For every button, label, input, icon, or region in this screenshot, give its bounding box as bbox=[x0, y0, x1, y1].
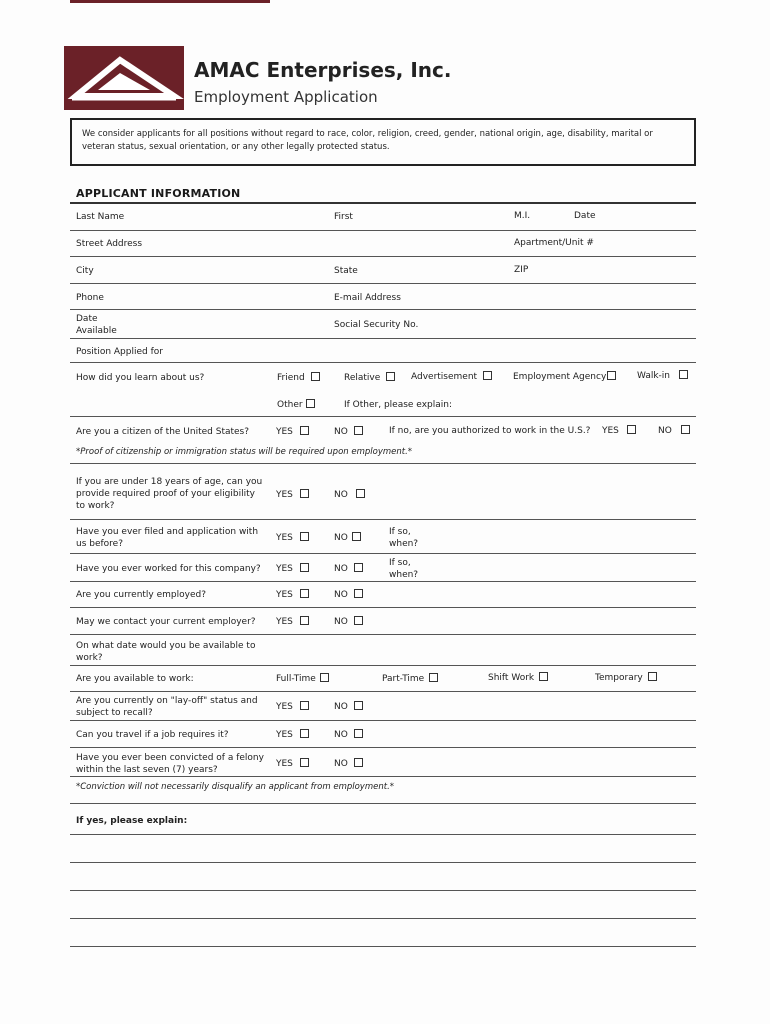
company-name: AMAC Enterprises, Inc. bbox=[194, 58, 452, 82]
relative-label: Relative bbox=[344, 373, 381, 383]
city-field[interactable] bbox=[70, 283, 696, 284]
filed-before-question: Have you ever filed and application with us before? bbox=[76, 527, 259, 549]
first-name-label: First bbox=[334, 212, 353, 222]
filed-when-label: when? bbox=[389, 539, 419, 549]
position-field[interactable] bbox=[70, 362, 696, 363]
worked-before-question: Have you ever worked for this company? bbox=[76, 564, 261, 574]
fulltime-checkbox[interactable] bbox=[320, 673, 329, 682]
worked-if-so-label: If so, bbox=[389, 558, 411, 568]
apartment-label: Apartment/Unit # bbox=[514, 238, 594, 248]
worked-when-label: when? bbox=[389, 570, 419, 580]
explain-line-5[interactable] bbox=[70, 946, 696, 947]
explain-line-1[interactable] bbox=[70, 834, 696, 835]
employed-yes-checkbox[interactable] bbox=[300, 589, 309, 598]
row-divider bbox=[70, 803, 696, 804]
available-for-question: Are you available to work: bbox=[76, 674, 194, 684]
row-divider bbox=[70, 720, 696, 721]
agency-checkbox[interactable] bbox=[607, 371, 616, 380]
filed-yes-checkbox[interactable] bbox=[300, 532, 309, 541]
felony-yes-label: YES bbox=[276, 759, 293, 769]
under18-no-checkbox[interactable] bbox=[356, 489, 365, 498]
temporary-label: Temporary bbox=[595, 673, 643, 683]
temporary-checkbox[interactable] bbox=[648, 672, 657, 681]
shiftwork-checkbox[interactable] bbox=[539, 672, 548, 681]
filed-no-label: NO bbox=[334, 533, 348, 543]
felony-no-checkbox[interactable] bbox=[354, 758, 363, 767]
layoff-yes-checkbox[interactable] bbox=[300, 701, 309, 710]
authorized-yes-checkbox[interactable] bbox=[627, 425, 636, 434]
worked-yes-label: YES bbox=[276, 564, 293, 574]
agency-label: Employment Agency bbox=[513, 372, 607, 382]
form-title: Employment Application bbox=[194, 88, 378, 106]
top-accent-bar bbox=[70, 0, 270, 3]
available-date-field[interactable] bbox=[70, 665, 696, 666]
authorized-no-label: NO bbox=[658, 426, 672, 436]
citizen-question: Are you a citizen of the United States? bbox=[76, 427, 250, 437]
equal-opportunity-notice: We consider applicants for all positions without regard to race, color, religion, creed, gender, national origin, age, disability, marital or veteran status, sexual orientation, or any other legally protected status. bbox=[70, 118, 696, 166]
row-divider bbox=[70, 634, 696, 635]
date-available-label: Date bbox=[76, 314, 98, 324]
other-explain-field[interactable] bbox=[70, 416, 696, 417]
worked-yes-checkbox[interactable] bbox=[300, 563, 309, 572]
phone-field[interactable] bbox=[70, 309, 696, 310]
other-label: Other bbox=[277, 400, 303, 410]
filed-no-checkbox[interactable] bbox=[352, 532, 361, 541]
phone-label: Phone bbox=[76, 293, 104, 303]
worked-no-checkbox[interactable] bbox=[354, 563, 363, 572]
layoff-no-label: NO bbox=[334, 702, 348, 712]
last-name-label: Last Name bbox=[76, 212, 125, 222]
filed-yes-label: YES bbox=[276, 533, 293, 543]
citizen-no-checkbox[interactable] bbox=[354, 426, 363, 435]
learn-question: How did you learn about us? bbox=[76, 373, 205, 383]
worked-when-field[interactable] bbox=[70, 581, 696, 582]
under18-no-label: NO bbox=[334, 490, 348, 500]
shiftwork-label: Shift Work bbox=[488, 673, 535, 683]
authorized-question: If no, are you authorized to work in the U.S.? bbox=[389, 426, 591, 436]
travel-yes-checkbox[interactable] bbox=[300, 729, 309, 738]
travel-yes-label: YES bbox=[276, 730, 293, 740]
relative-checkbox[interactable] bbox=[386, 372, 395, 381]
explain-line-4[interactable] bbox=[70, 918, 696, 919]
travel-no-checkbox[interactable] bbox=[354, 729, 363, 738]
filed-when-field[interactable] bbox=[70, 553, 696, 554]
available-date-question: On what date would you be available to work? bbox=[76, 641, 256, 663]
employed-yes-label: YES bbox=[276, 590, 293, 600]
parttime-checkbox[interactable] bbox=[429, 673, 438, 682]
fulltime-label: Full-Time bbox=[276, 674, 316, 684]
explain-label: If yes, please explain: bbox=[76, 816, 188, 826]
employed-question: Are you currently employed? bbox=[76, 590, 206, 600]
row-divider bbox=[70, 607, 696, 608]
travel-question: Can you travel if a job requires it? bbox=[76, 730, 229, 740]
friend-label: Friend bbox=[277, 373, 305, 383]
under18-yes-label: YES bbox=[276, 490, 293, 500]
felony-no-label: NO bbox=[334, 759, 348, 769]
other-checkbox[interactable] bbox=[306, 399, 315, 408]
zip-label: ZIP bbox=[514, 265, 529, 275]
section-divider bbox=[70, 202, 696, 204]
authorized-no-checkbox[interactable] bbox=[681, 425, 690, 434]
layoff-yes-label: YES bbox=[276, 702, 293, 712]
roof-logo-icon bbox=[64, 46, 184, 110]
contact-employer-question: May we contact your current employer? bbox=[76, 617, 256, 627]
row-divider bbox=[70, 519, 696, 520]
row-divider bbox=[70, 463, 696, 464]
friend-checkbox[interactable] bbox=[311, 372, 320, 381]
city-label: City bbox=[76, 266, 94, 276]
felony-question: Have you ever been convicted of a felony within the last seven (7) years? bbox=[76, 753, 264, 775]
walkin-checkbox[interactable] bbox=[679, 370, 688, 379]
under18-yes-checkbox[interactable] bbox=[300, 489, 309, 498]
street-address-label: Street Address bbox=[76, 239, 143, 249]
ssn-label: Social Security No. bbox=[334, 320, 419, 330]
employed-no-checkbox[interactable] bbox=[354, 589, 363, 598]
company-logo bbox=[64, 46, 184, 110]
worked-no-label: NO bbox=[334, 564, 348, 574]
citizen-yes-label: YES bbox=[276, 427, 293, 437]
explain-line-2[interactable] bbox=[70, 862, 696, 863]
parttime-label: Part-Time bbox=[382, 674, 425, 684]
section-title: APPLICANT INFORMATION bbox=[76, 187, 241, 200]
filed-if-so-label: If so, bbox=[389, 527, 411, 537]
citizenship-note: *Proof of citizenship or immigration status will be required upon employment.* bbox=[76, 447, 413, 457]
contact-yes-label: YES bbox=[276, 617, 293, 627]
explain-line-3[interactable] bbox=[70, 890, 696, 891]
under18-question: If you are under 18 years of age, can you provide required proof of your eligibility to work? bbox=[76, 477, 263, 511]
felony-note: *Conviction will not necessarily disqualify an applicant from employment.* bbox=[76, 782, 395, 792]
travel-no-label: NO bbox=[334, 730, 348, 740]
authorized-yes-label: YES bbox=[602, 426, 619, 436]
advertisement-checkbox[interactable] bbox=[483, 371, 492, 380]
row-divider bbox=[70, 776, 696, 777]
citizen-yes-checkbox[interactable] bbox=[300, 426, 309, 435]
layoff-no-checkbox[interactable] bbox=[354, 701, 363, 710]
other-explain-label: If Other, please explain: bbox=[344, 400, 452, 410]
last-name-field[interactable] bbox=[70, 230, 696, 231]
layoff-question: Are you currently on "lay-off" status and subject to recall? bbox=[76, 696, 258, 718]
employed-no-label: NO bbox=[334, 590, 348, 600]
date-label: Date bbox=[574, 211, 596, 221]
email-label: E-mail Address bbox=[334, 293, 401, 303]
contact-no-checkbox[interactable] bbox=[354, 616, 363, 625]
advertisement-label: Advertisement bbox=[411, 372, 478, 382]
row-divider bbox=[70, 691, 696, 692]
street-address-field[interactable] bbox=[70, 256, 696, 257]
felony-yes-checkbox[interactable] bbox=[300, 758, 309, 767]
state-label: State bbox=[334, 266, 358, 276]
date-available-label-2: Available bbox=[76, 326, 117, 336]
citizen-no-label: NO bbox=[334, 427, 348, 437]
contact-no-label: NO bbox=[334, 617, 348, 627]
walkin-label: Walk-in bbox=[637, 371, 671, 381]
row-divider bbox=[70, 747, 696, 748]
position-label: Position Applied for bbox=[76, 347, 163, 357]
mi-label: M.I. bbox=[514, 211, 531, 221]
contact-yes-checkbox[interactable] bbox=[300, 616, 309, 625]
date-available-field[interactable] bbox=[70, 338, 696, 339]
